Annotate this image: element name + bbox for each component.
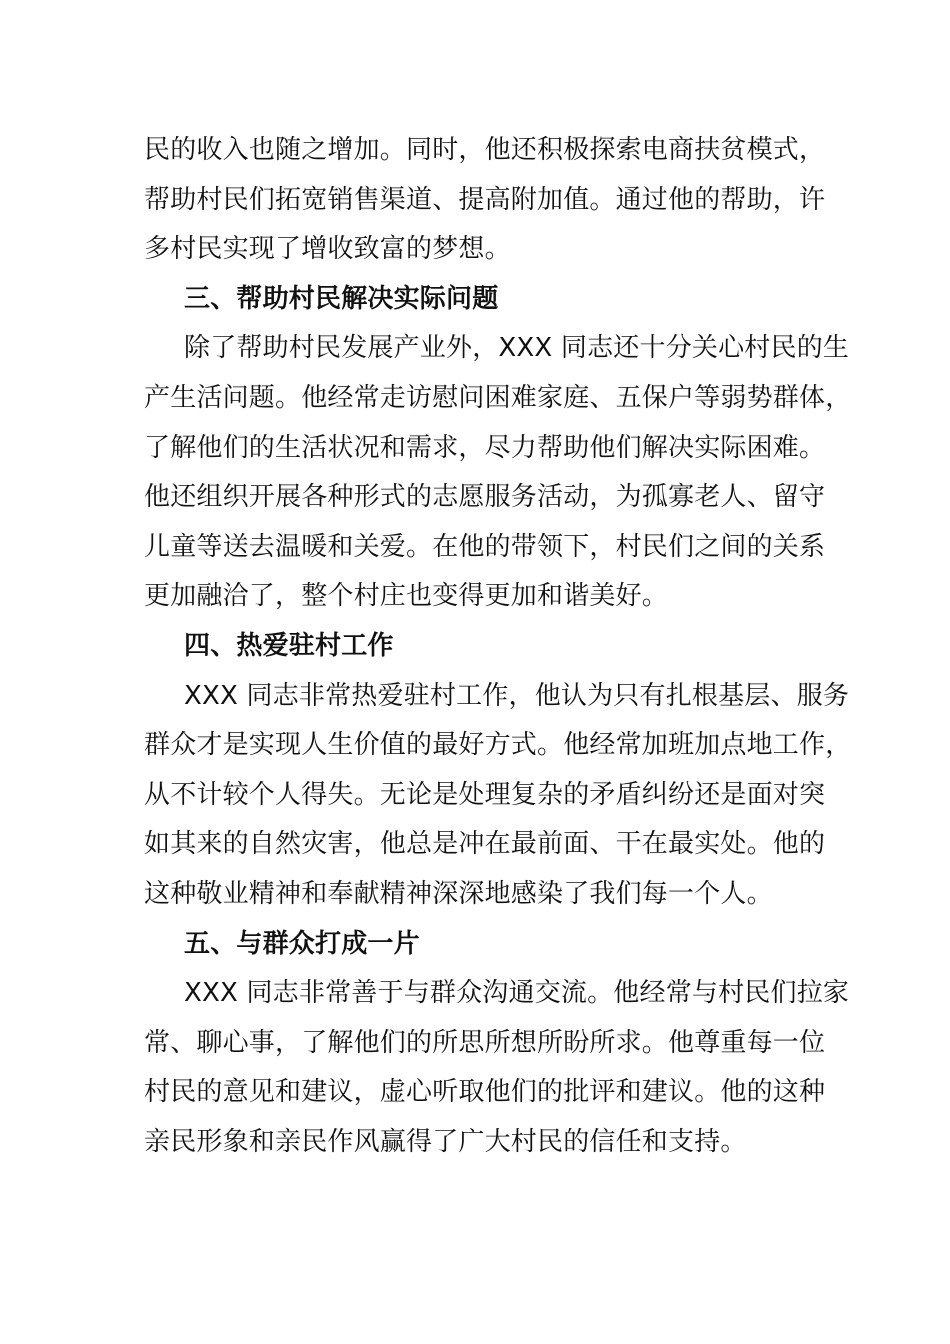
section-heading: 四、热爱驻村工作 [184, 630, 394, 661]
section-heading: 五、与群众打成一片 [184, 928, 420, 959]
text-line: 村民的意见和建议，虚心听取他们的批评和建议。他的这种 [144, 1077, 826, 1108]
section-heading: 三、帮助村民解决实际问题 [184, 283, 499, 314]
document-page [144, 126, 852, 1167]
text-line: 了解他们的生活状况和需求，尽力帮助他们解决实际困难。 [144, 432, 826, 463]
text-line: 除了帮助村民发展产业外，XXX 同志还十分关心村民的生 [184, 333, 850, 364]
text-line: 帮助村民们拓宽销售渠道、提高附加值。通过他的帮助，许 [144, 184, 826, 215]
section-3 [144, 275, 852, 622]
text-line: 如其来的自然灾害，他总是冲在最前面、干在最实处。他的 [144, 829, 826, 860]
text-line: 亲民形象和亲民作风赢得了广大村民的信任和支持。 [144, 1126, 747, 1157]
text-line: 民的收入也随之增加。同时，他还积极探索电商扶贫模式， [144, 135, 826, 165]
text-line: 群众才是实现人生价值的最好方式。他经常加班加点地工作， [144, 730, 852, 761]
text-line: 他还组织开展各种形式的志愿服务活动，为孤寡老人、留守 [144, 482, 826, 513]
text-line: 儿童等送去温暖和关爱。在他的带领下，村民们之间的关系 [144, 531, 826, 562]
text-line: 这种敬业精神和奉献精神深深地感染了我们每一个人。 [144, 878, 773, 909]
section-4 [144, 622, 852, 920]
text-line: XXX 同志非常热爱驻村工作，他认为只有扎根基层、服务 [184, 680, 850, 711]
text-line: 多村民实现了增收致富的梦想。 [144, 234, 511, 265]
text-line: 常、聊心事，了解他们的所思所想所盼所求。他尊重每一位 [144, 1027, 826, 1058]
section-paragraph [144, 324, 852, 622]
text-line: 产生活问题。他经常走访慰问困难家庭、五保户等弱势群体， [144, 382, 852, 413]
section-5 [144, 920, 850, 1168]
text-line: 更加融洽了，整个村庄也变得更加和谐美好。 [144, 581, 669, 612]
text-line: 从不计较个人得失。无论是处理复杂的矛盾纠纷还是面对突 [144, 779, 826, 810]
section-paragraph [144, 672, 852, 920]
text-line: XXX 同志非常善于与群众沟通交流。他经常与村民们拉家 [184, 978, 850, 1009]
section-paragraph [144, 969, 850, 1167]
paragraph-continued [144, 126, 826, 275]
